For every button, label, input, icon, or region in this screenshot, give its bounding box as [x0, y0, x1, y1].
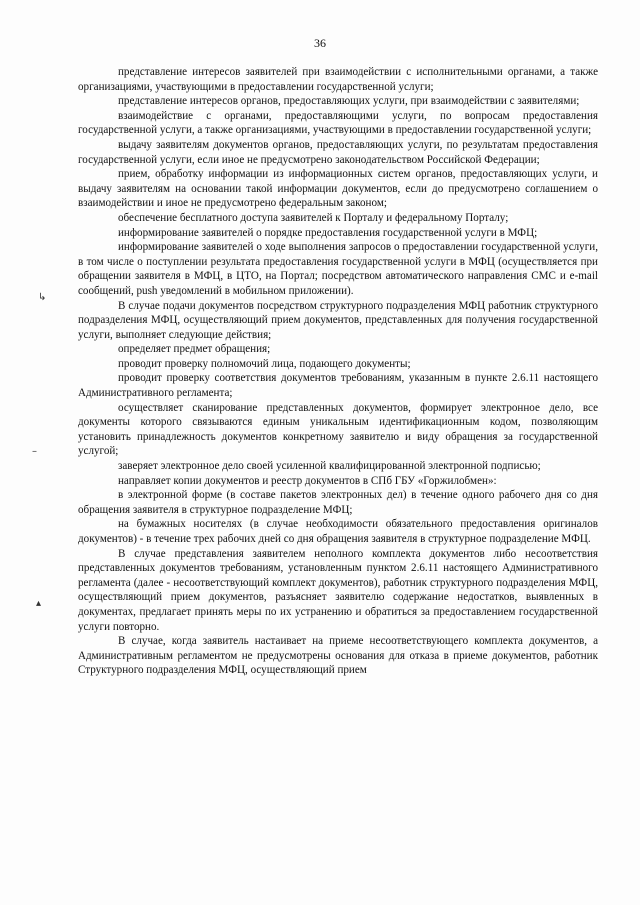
paragraph: обеспечение бесплатного доступа заявителей к Порталу и федеральному Порталу;: [118, 211, 509, 224]
paragraph: в электронной форме (в составе пакетов электронных дел) в течение одного рабочего дня со дня обращения заявителя в структурное подразделение МФЦ;: [78, 489, 598, 516]
margin-mark-icon: ▴: [36, 598, 42, 609]
paragraph: направляет копии документов и реестр документов в СПб ГБУ «Горжилобмен»:: [118, 474, 497, 487]
paragraph: В случае подачи документов посредством структурного подразделения МФЦ работник структурного подразделения МФЦ, осуществляющий прием документов, представленных для получения государственной услуги, выполняет следующие действия;: [78, 299, 598, 341]
paragraph: заверяет электронное дело своей усиленной квалифицированной электронной подписью;: [118, 460, 541, 473]
margin-mark-icon: ↳: [38, 292, 47, 303]
paragraph: на бумажных носителях (в случае необходимости обязательного предоставления оригиналов документов) - в течение трех рабочих дней со дня обращения заявителя в структурное подразделение МФЦ.: [78, 518, 598, 545]
paragraph: В случае, когда заявитель настаивает на приеме несоответствующего комплекта документов, а Административным регламентом не предусмотрены основания для отказа в приеме документов, работник Структурного подразделения МФЦ, осуществляющий прием: [78, 635, 598, 677]
paragraph: представление интересов заявителей при взаимодействии с исполнительными органами, а также организациями, участвующими в предоставлении государственной услуги;: [78, 66, 598, 93]
paragraph: проводит проверку полномочий лица, подающего документы;: [118, 357, 411, 370]
paragraph: проводит проверку соответствия документов требованиям, указанным в пункте 2.6.11 настоящего Административного регламента;: [78, 372, 598, 400]
paragraph: прием, обработку информации из информационных систем органов, предоставляющих услуги, и выдачу заявителям на основании такой информации документов, если до предусмотрено соглашением о взаимодействии и иное не предусмотрено федеральным законом;: [78, 168, 598, 210]
paragraph: определяет предмет обращения;: [118, 343, 271, 356]
paragraph: взаимодействие с органами, предоставляющими услуги, по вопросам предоставления государственной услуги, а также организациями, участвующими в предоставлении государственной услуги;: [78, 109, 598, 137]
paragraph: информирование заявителей о порядке предоставления государственной услуги в МФЦ;: [118, 226, 538, 239]
paragraph: представление интересов органов, предоставляющих услуги, при взаимодействии с заявителями;: [118, 95, 580, 108]
page-number: 36: [314, 36, 326, 50]
paragraph: информирование заявителей о ходе выполнения запросов о предоставлении государственной услуги, в том числе о поступлении результата предоставления государственной услуги в МФЦ (осуществляется при обращении заявителя в МФЦ, в ЦТО, на Портал; посредством автоматического направления СМС и e-mail сообщений, push уведомлений в мобильном приложении).: [78, 241, 598, 297]
paragraph: В случае представления заявителем неполного комплекта документов либо несоответствия представленных документов требованиям, установленным пунктом 2.6.11 настоящего Административного регламента (далее - несоответствующий комплект документов), работник структурного подразделения МФЦ, осуществляющий прием документов, разъясняет заявителю содержание недостатков, выявленных в документах, предлагает принять меры по их устранению и обратиться за предоставлением государственной услуги повторно.: [78, 547, 598, 633]
margin-mark-icon: –: [32, 446, 37, 457]
document-body: [78, 65, 598, 678]
paragraph: осуществляет сканирование представленных документов, формирует электронное дело, все документы которого связываются единым уникальным идентификационным кодом, позволяющим установить принадлежность документов конкретному заявителю и виду обращения за государственной услугой;: [78, 401, 598, 458]
paragraph: выдачу заявителям документов органов, предоставляющих услуги, по результатам предоставления государственной услуги, если иное не предусмотрено законодательством Российской Федерации;: [78, 138, 598, 166]
